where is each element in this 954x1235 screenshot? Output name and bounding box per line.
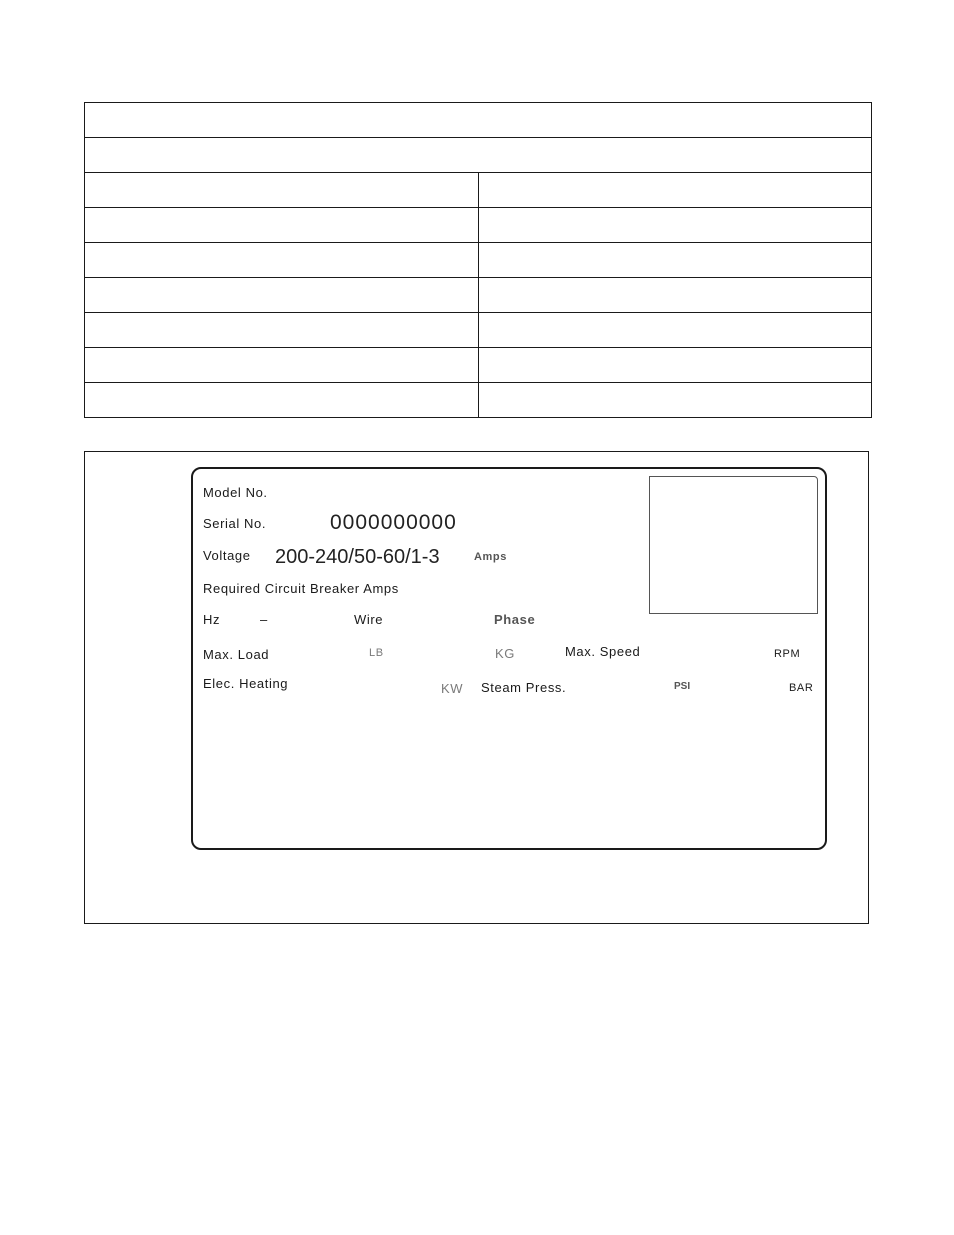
- table-cell: [478, 208, 872, 243]
- max-speed-label: Max. Speed: [565, 644, 641, 659]
- table-cell: [478, 313, 872, 348]
- kw-label: KW: [441, 681, 464, 696]
- table-cell: [478, 173, 872, 208]
- model-label: Model No.: [203, 485, 268, 500]
- bar-label: BAR: [789, 682, 814, 694]
- breaker-label: Required Circuit Breaker Amps: [203, 581, 399, 596]
- serial-label: Serial No.: [203, 516, 267, 531]
- amps-label: Amps: [474, 551, 507, 563]
- table-row: [85, 313, 872, 348]
- elec-heating-label: Elec. Heating: [203, 676, 289, 691]
- parts-table: [84, 102, 872, 418]
- table-cell: [478, 243, 872, 278]
- lb-label: LB: [369, 647, 384, 659]
- hz-dash: –: [260, 612, 268, 627]
- rpm-label: RPM: [774, 648, 801, 660]
- table-cell: [478, 348, 872, 383]
- table-row: [85, 278, 872, 313]
- table-cell: [478, 278, 872, 313]
- table-row: [85, 173, 872, 208]
- table-row: [85, 243, 872, 278]
- phase-label: Phase: [494, 612, 536, 627]
- table-cell: [478, 383, 872, 418]
- psi-label: PSI: [674, 681, 691, 692]
- voltage-value: 200-240/50-60/1-3: [275, 546, 440, 568]
- table-cell: [85, 103, 872, 138]
- serial-value: 0000000000: [330, 511, 457, 534]
- table-cell: [85, 138, 872, 173]
- table-cell: [85, 313, 479, 348]
- table-row: [85, 348, 872, 383]
- max-load-label: Max. Load: [203, 647, 270, 662]
- kg-label: KG: [495, 646, 515, 661]
- table-header-row: [85, 103, 872, 138]
- nameplate-logo-area: [649, 476, 818, 614]
- table-row: [85, 383, 872, 418]
- table-cell: [85, 173, 479, 208]
- wire-label: Wire: [354, 612, 384, 627]
- table-cell: [85, 348, 479, 383]
- steam-press-label: Steam Press.: [481, 680, 567, 695]
- voltage-label: Voltage: [203, 548, 251, 563]
- table-subheader-row: [85, 138, 872, 173]
- table-cell: [85, 208, 479, 243]
- table-cell: [85, 383, 479, 418]
- table-cell: [85, 278, 479, 313]
- hz-label: Hz: [203, 612, 221, 627]
- table-cell: [85, 243, 479, 278]
- table-row: [85, 208, 872, 243]
